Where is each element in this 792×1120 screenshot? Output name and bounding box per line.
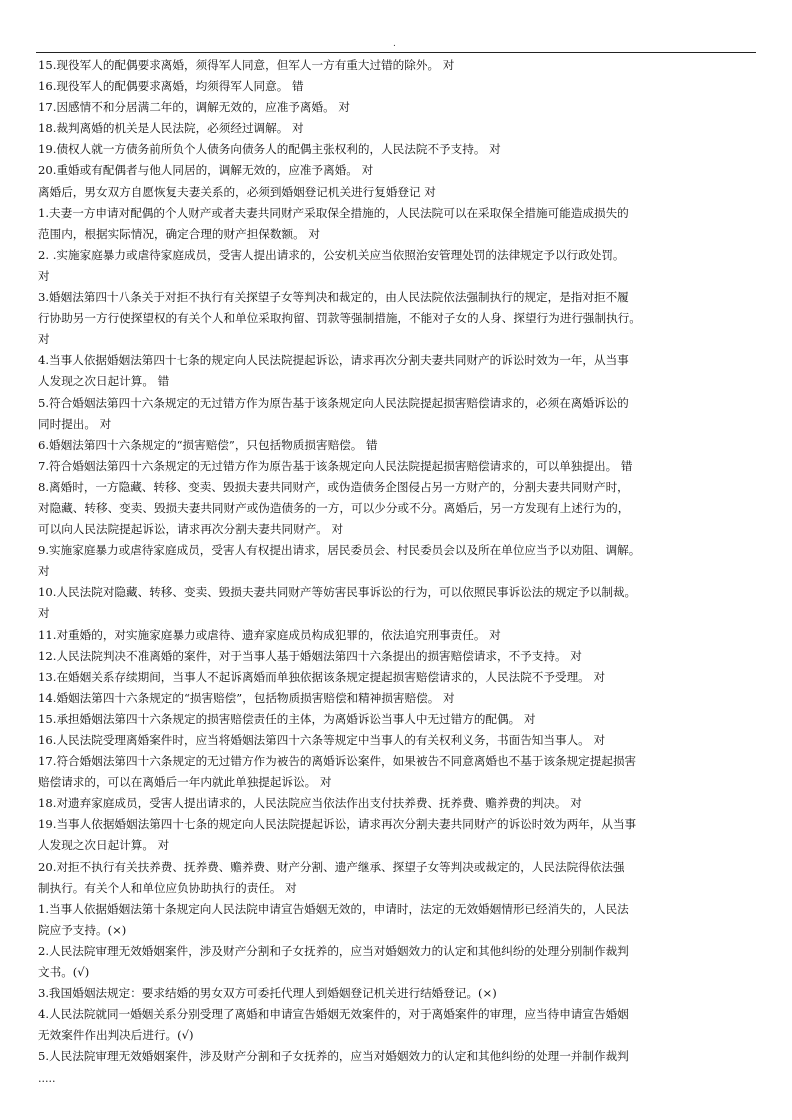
text-line: 离婚后，男女双方自愿恢复夫妻关系的，必须到婚姻登记机关进行复婚登记 对	[38, 184, 436, 199]
text-line: 7.符合婚姻法第四十六条规定的无过错方作为原告基于该条规定向人民法院提起损害赔偿请求的，可以单独提出。 错	[38, 458, 633, 473]
text-line: 9.实施家庭暴力或虐待家庭成员，受害人有权提出请求，居民委员会、村民委员会以及所在单位应当予以劝阻、调解。	[38, 543, 641, 558]
text-line: 范围内，根据实际情况，确定合理的财产担保数额。 对	[38, 226, 320, 241]
text-line: 6.婚姻法第四十六条规定的“损害赔偿”，只包括物质损害赔偿。 错	[38, 437, 378, 452]
text-line: 14.婚姻法第四十六条规定的“损害赔偿”，包括物质损害赔偿和精神损害赔偿。 对	[38, 690, 455, 705]
text-line: 同时提出。 对	[38, 416, 112, 431]
text-line: 对	[38, 606, 50, 621]
text-line: 20.对拒不执行有关扶养费、抚养费、赡养费、财产分割、遗产继承、探望子女等判决或裁定的，人民法院得依法强	[38, 859, 625, 874]
text-line: 11.对重婚的，对实施家庭暴力或虐待、遗弃家庭成员构成犯罪的，依法追究刑事责任。 对	[38, 627, 501, 642]
text-line: 4.当事人依据婚姻法第四十七条的规定向人民法院提起诉讼，请求再次分割夫妻共同财产的诉讼时效为一年，从当事	[38, 353, 629, 368]
text-line: 16.人民法院受理离婚案件时，应当将婚姻法第四十六条等规定中当事人的有关权利义务，书面告知当事人。 对	[38, 733, 606, 747]
text-line: 3.我国婚姻法规定：要求结婚的男女双方可委托代理人到婚姻登记机关进行结婚登记。(×)	[38, 986, 497, 1001]
text-line: 18.对遗弃家庭成员，受害人提出请求的，人民法院应当依法作出支付扶养费、抚养费、赡养费的判决。 对	[38, 796, 582, 811]
footer-dots: .....	[38, 1072, 56, 1085]
text-line: 17.符合婚姻法第四十六条规定的无过错方作为被告的离婚诉讼案件，如果被告不同意离婚也不基于该条规定提起损害	[38, 754, 637, 769]
text-line: 对	[38, 332, 50, 347]
text-line: 13.在婚姻关系存续期间，当事人不起诉离婚而单独依据该条规定提起损害赔偿请求的，人民法院不予受理。 对	[38, 669, 606, 684]
text-line: 8.离婚时，一方隐藏、转移、变卖、毁损夫妻共同财产，或伪造债务企图侵占另一方财产的，分割夫妻共同财产时，	[38, 479, 629, 494]
text-line: 12.人民法院判决不准离婚的案件，对于当事人基于婚姻法第四十六条提出的损害赔偿请求，不予支持。 对	[38, 648, 582, 663]
text-line: 18.裁判离婚的机关是人民法院，必须经过调解。 对	[38, 121, 304, 136]
text-line: 可以向人民法院提起诉讼，请求再次分割夫妻共同财产。 对	[38, 522, 344, 537]
text-line: 10.人民法院对隐藏、转移、变卖、毁损夫妻共同财产等妨害民事诉讼的行为，可以依照民事诉讼法的规定予以制裁。	[38, 585, 637, 600]
text-line: 对	[38, 564, 50, 579]
text-line: 4.人民法院就同一婚姻关系分别受理了离婚和申请宣告婚姻无效案件的，对于离婚案件的审理，应当待申请宣告婚姻	[38, 1007, 629, 1022]
text-line: 20.重婚或有配偶者与他人同居的，调解无效的，应准予离婚。 对	[38, 163, 374, 178]
text-line: 人发现之次日起计算。 错	[38, 374, 170, 389]
text-line: 5.人民法院审理无效婚姻案件，涉及财产分割和子女抚养的，应当对婚姻效力的认定和其他纠纷的处理一并制作裁判	[38, 1049, 629, 1064]
header-rule	[36, 52, 756, 53]
text-line: 人发现之次日起计算。 对	[38, 838, 170, 853]
text-line: 5.符合婚姻法第四十六条规定的无过错方作为原告基于该条规定向人民法院提起损害赔偿请求的，必须在离婚诉讼的	[38, 395, 629, 410]
text-line: 行协助另一方行使探望权的有关个人和单位采取拘留、罚款等强制措施，不能对子女的人身、探望行为进行强制执行。	[38, 311, 641, 326]
text-line: 无效案件作出判决后进行。(√)	[38, 1028, 194, 1043]
text-line: 2.人民法院审理无效婚姻案件，涉及财产分割和子女抚养的，应当对婚姻效力的认定和其他纠纷的处理分别制作裁判	[38, 943, 629, 958]
text-line: 文书。(√)	[38, 965, 90, 980]
text-line: 院应予支持。(×)	[38, 922, 127, 937]
text-line: 19.当事人依据婚姻法第四十七条的规定向人民法院提起诉讼，请求再次分割夫妻共同财产的诉讼时效为两年，从当事	[38, 817, 637, 832]
text-line: 17.因感情不和分居满二年的，调解无效的，应准予离婚。 对	[38, 100, 350, 115]
text-line: 16.现役军人的配偶要求离婚，均须得军人同意。 错	[38, 79, 304, 94]
text-line: 2. .实施家庭暴力或虐待家庭成员，受害人提出请求的，公安机关应当依照治安管理处罚的法律规定予以行政处罚。	[38, 247, 625, 262]
header-dot: .	[393, 39, 396, 49]
text-line: 19.债权人就一方债务前所负个人债务向债务人的配偶主张权利的，人民法院不予支持。 对	[38, 142, 501, 157]
text-line: 对隐藏、转移、变卖、毁损夫妻共同财产或伪造债务的一方，可以少分或不分。离婚后，另一方发现有上述行为的，	[38, 500, 630, 515]
text-line: 15.承担婚姻法第四十六条规定的损害赔偿责任的主体，为离婚诉讼当事人中无过错方的配偶。 对	[38, 711, 536, 726]
document-body	[38, 55, 758, 1068]
text-line: 赔偿请求的，可以在离婚后一年内就此单独提起诉讼。 对	[38, 775, 332, 790]
text-line: 制执行。有关个人和单位应负协助执行的责任。 对	[38, 880, 297, 895]
text-line: 1.夫妻一方申请对配偶的个人财产或者夫妻共同财产采取保全措施的，人民法院可以在采取保全措施可能造成损失的	[38, 205, 629, 220]
text-line: 3.婚姻法第四十八条关于对拒不执行有关探望子女等判决和裁定的，由人民法院依法强制执行的规定，是指对拒不履	[38, 290, 629, 305]
text-line: 1.当事人依据婚姻法第十条规定向人民法院申请宣告婚姻无效的，申请时，法定的无效婚姻情形已经消失的，人民法	[38, 901, 629, 916]
text-line: 对	[38, 268, 50, 283]
text-line: 15.现役军人的配偶要求离婚，须得军人同意，但军人一方有重大过错的除外。 对	[38, 58, 455, 72]
